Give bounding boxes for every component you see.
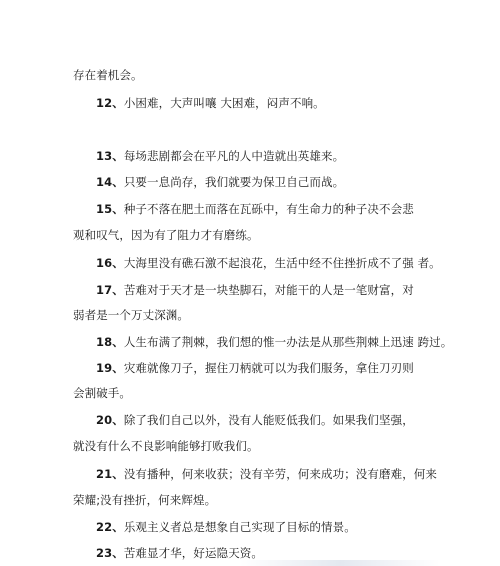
line-text: 苦难显才华，好运隐天资。 [123, 546, 264, 560]
item-number: 23、 [96, 546, 124, 560]
text-line [96, 413, 414, 427]
line-text: 观和叹气，因为有了阻力才有磨练。 [73, 228, 259, 242]
line-text: 苦难对于天才是一块垫脚石，对能干的人是一笔财富，对 [123, 283, 414, 297]
item-number: 17、 [96, 283, 124, 297]
line-text: 荣耀;没有挫折，何来辉煌。 [73, 493, 217, 507]
line-text: 就没有什么不良影响能够打败我们。 [73, 439, 259, 453]
line-text: 除了我们自己以外，没有人能贬低我们。如果我们坚强， [123, 413, 414, 427]
item-number: 18、 [96, 335, 124, 349]
item-number: 22、 [96, 520, 124, 534]
line-text: 只要一息尚存，我们就要为保卫自己而战。 [123, 175, 345, 189]
line-text: 每场悲剧都会在平凡的人中造就出英雄来。 [123, 149, 345, 163]
item-number: 13、 [96, 149, 124, 163]
text-line [73, 439, 259, 453]
item-number: 20、 [96, 413, 124, 427]
text-line [73, 228, 259, 242]
item-number: 14、 [96, 175, 124, 189]
line-text: 人生布满了荆棘，我们想的惟一办法是从那些荆棘上迅速 跨过。 [123, 335, 453, 349]
text-line [96, 335, 452, 349]
text-line [96, 283, 414, 297]
item-number: 12、 [96, 96, 124, 110]
item-number: 15、 [96, 202, 124, 216]
line-text: 存在着机会。 [73, 68, 143, 82]
text-line [96, 256, 441, 270]
item-number: 19、 [96, 361, 124, 375]
line-text: 灾难就像刀子，握住刀柄就可以为我们服务，拿住刀刃则 [123, 361, 414, 375]
text-line [73, 386, 131, 400]
text-line [96, 175, 344, 189]
item-number: 16、 [96, 256, 124, 270]
text-line [96, 149, 344, 163]
item-number: 21、 [96, 467, 124, 481]
text-line [96, 202, 414, 216]
text-line [96, 361, 414, 375]
text-line [96, 96, 325, 110]
text-line [73, 493, 216, 507]
line-text: 小困难，大声叫嚷 大困难，闷声不响。 [123, 96, 325, 110]
line-text: 乐观主义者总是想象自己实现了目标的情景。 [123, 520, 356, 534]
line-text: 没有播种，何来收获；没有辛劳，何来成功；没有磨难，何来 [123, 467, 438, 481]
line-text: 弱者是一个万丈深渊。 [73, 308, 189, 322]
text-line [96, 546, 263, 560]
text-line [73, 308, 189, 322]
line-text: 大海里没有礁石激不起浪花，生活中经不住挫折成不了强 者。 [123, 256, 441, 270]
line-text: 会割破手。 [73, 386, 131, 400]
line-text: 种子不落在肥土而落在瓦砾中，有生命力的种子决不会悲 [123, 202, 414, 216]
text-line [73, 68, 143, 82]
text-line [96, 520, 356, 534]
text-line [96, 467, 437, 481]
footer-watermark-bar [240, 560, 440, 566]
